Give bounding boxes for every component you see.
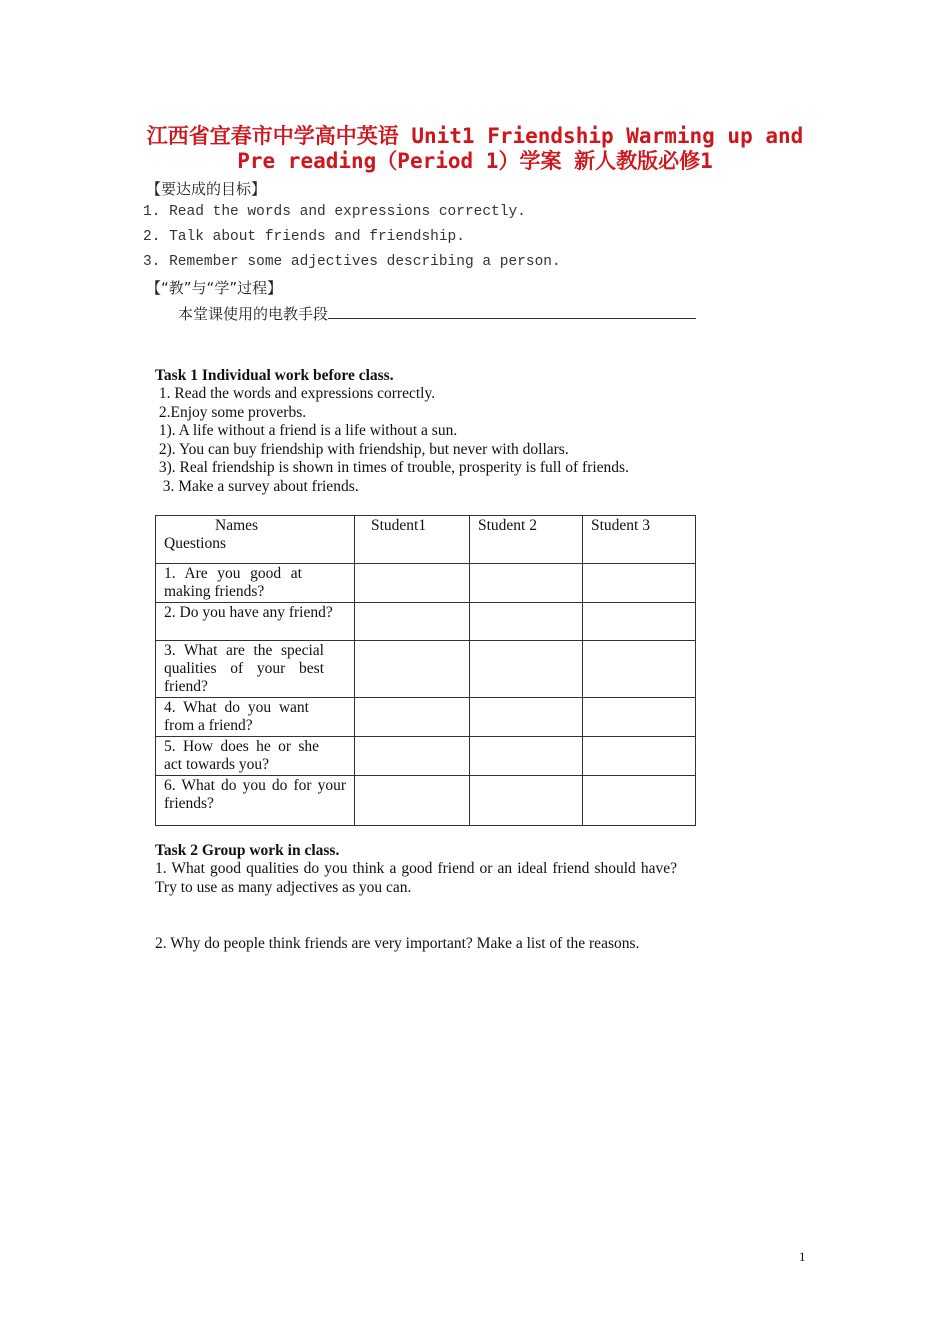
answer-cell[interactable] [583,641,696,698]
answer-cell[interactable] [355,603,470,641]
survey-table [155,515,696,826]
answer-cell[interactable] [583,737,696,776]
answer-cell[interactable] [470,641,583,698]
task1-heading: Task 1 Individual work before class. [155,367,394,384]
corner-questions-label: Questions [164,535,226,552]
question-2: 2. Do you have any friend? [164,604,333,621]
page-title [110,124,840,174]
answer-cell[interactable] [470,603,583,641]
question-3: 3. What are the special qualities of your best friend? [164,642,324,695]
answer-cell[interactable] [355,737,470,776]
question-5: 5. How does he or she act towards you? [164,738,319,773]
corner-cell [156,516,355,564]
question-4: 4. What do you want from a friend? [164,699,309,734]
answer-cell[interactable] [583,698,696,737]
corner-names-label: Names [215,517,259,534]
task1-line-3: 1). A life without a friend is a life without a sun. [155,422,458,439]
task1-line-4: 2). You can buy friendship with friendship, but never with dollars. [155,441,569,458]
question-1: 1. Are you good at making friends? [164,565,302,600]
goal-item-3: 3. Remember some adjectives describing a person. [143,254,561,270]
answer-cell[interactable] [355,776,470,826]
table-row [156,737,696,776]
table-row [156,698,696,737]
process-heading: 【“教”与“学”过程】 [146,279,283,297]
task2-question-2: 2. Why do people think friends are very important? Make a list of the reasons. [155,935,640,952]
task1-line-2: 2.Enjoy some proverbs. [155,404,307,421]
media-label: 本堂课使用的电教手段 [178,305,329,323]
task1-line-6: 3. Make a survey about friends. [155,478,359,495]
answer-cell[interactable] [583,776,696,826]
question-6: 6. What do you do for your friends? [164,777,346,812]
answer-cell[interactable] [355,641,470,698]
task1-line-5: 3). Real friendship is shown in times of trouble, prosperity is full of friends. [155,459,629,476]
table-row [156,603,696,641]
table-row [156,776,696,826]
table-header-row [156,516,696,564]
task2-heading: Task 2 Group work in class. [155,842,340,859]
goal-item-1: 1. Read the words and expressions correctly. [143,204,526,220]
column-header-student2: Student 2 [470,516,583,564]
media-field [178,302,696,324]
title-line-2: Pre reading（Period 1）学案 新人教版必修1 [237,149,713,173]
goal-item-2: 2. Talk about friends and friendship. [143,229,465,245]
task1-line-1: 1. Read the words and expressions correctly. [155,385,436,402]
media-blank-line [328,302,696,319]
column-header-student3: Student 3 [583,516,696,564]
answer-cell[interactable] [355,564,470,603]
answer-cell[interactable] [470,776,583,826]
task2-question-1: 1. What good qualities do you think a good friend or an ideal friend should have? Try to use as many adjectives as you can. [155,860,677,896]
answer-cell[interactable] [583,564,696,603]
column-header-student1: Student1 [355,516,470,564]
goals-heading: 【要达成的目标】 [146,180,267,198]
answer-cell[interactable] [470,698,583,737]
answer-cell[interactable] [583,603,696,641]
answer-cell[interactable] [470,737,583,776]
title-line-1: 江西省宜春市中学高中英语 Unit1 Friendship Warming up and [146,124,804,148]
page-number: 1 [799,1249,806,1264]
answer-cell[interactable] [355,698,470,737]
table-row [156,641,696,698]
table-row [156,564,696,603]
answer-cell[interactable] [470,564,583,603]
